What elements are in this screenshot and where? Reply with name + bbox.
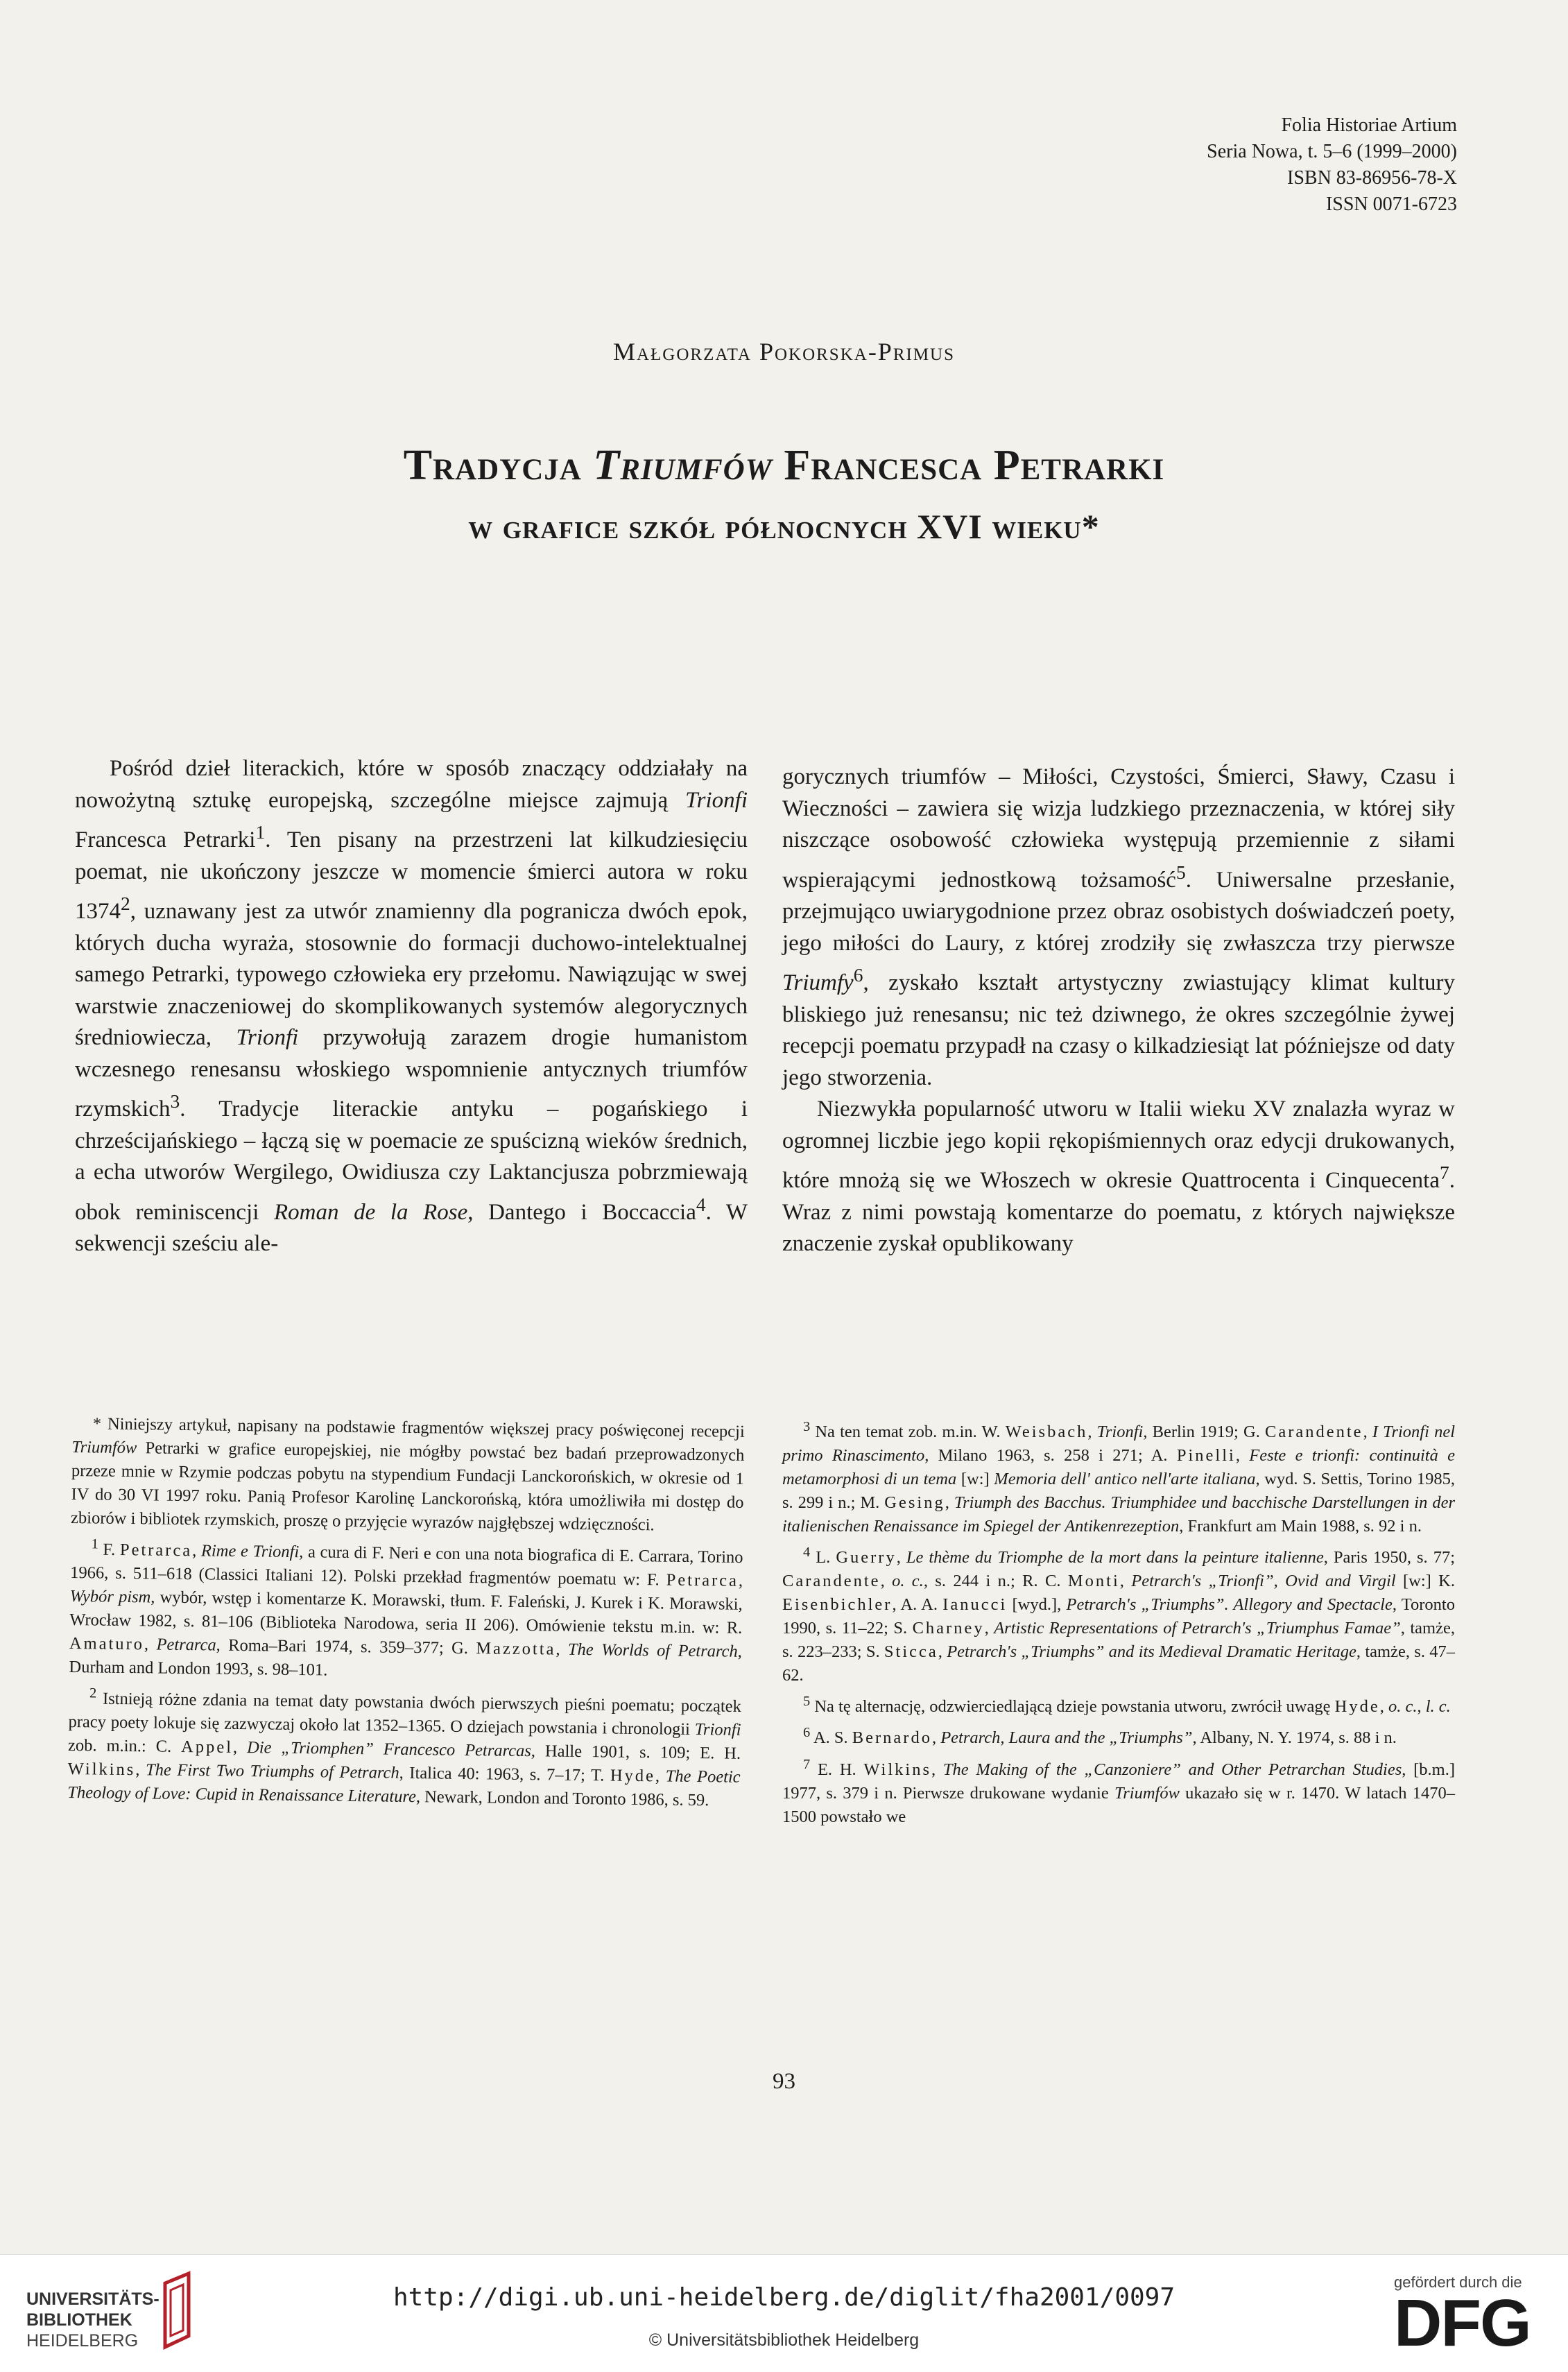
- text-run: ,: [1363, 1423, 1372, 1442]
- italic-run: Trionfi: [694, 1720, 741, 1740]
- footnote-number: 4: [803, 1545, 811, 1561]
- footnote-number: 7: [803, 1756, 811, 1772]
- text-run: , Newark, London and Toronto 1986, s. 59.: [415, 1787, 709, 1810]
- footnote-ref: 6: [853, 964, 863, 986]
- text-run: , wyd. S. Settis, Torino 1985, s. 299 i n.; M.: [782, 1470, 1455, 1513]
- text-run: ,: [931, 1728, 941, 1748]
- author-surname: Carandente: [782, 1572, 881, 1591]
- text-run: , Durham and London 1993, s. 98–101.: [69, 1642, 743, 1680]
- copyright-notice: © Universitätsbibliothek Heidelberg: [648, 2330, 920, 2350]
- footnote: [71, 1412, 745, 1538]
- footnote-number: 2: [89, 1685, 97, 1701]
- text-run: ,: [938, 1642, 947, 1662]
- text-run: , Toronto 1990, s. 11–22; S.: [782, 1595, 1455, 1638]
- text-run: [w:] K.: [1395, 1572, 1455, 1591]
- text-run: , Albany, N. Y. 1974, s. 88 i n.: [1192, 1728, 1397, 1748]
- journal-name: Folia Historiae Artium: [1281, 114, 1457, 136]
- article-subtitle: w grafice szkół północnych XVI wieku*: [468, 507, 1100, 546]
- italic-run: Feste e trionfi: continuità e metamorphosi di un tema: [782, 1446, 1456, 1489]
- footnote-ref: 4: [696, 1193, 706, 1215]
- author-surname: Ianucci: [942, 1595, 1008, 1615]
- text-run: , a cura di F. Neri e con una nota biografica di E. Carrara, Torino 1966, s. 511–618 (Classici Italiani 12). Polski przekład fragmentów poematu w: F.: [70, 1542, 743, 1590]
- text-run: ,: [984, 1619, 994, 1638]
- footnote-ref: 5: [1175, 861, 1186, 883]
- italic-run: Trionfi: [685, 787, 748, 813]
- text-run: Petrarki w grafice europejskiej, nie mógłby powstać bez badań przeprowadzonych przeze mnie w Rzymie podczas pobytu na stypendium Fundacji Lanckorońskich, w okresie od 1 IV do 30 VI 1997 roku. Panią Profesor Karolinę Lanckorońską, która umożliwiła mi dostęp do zbiorów i bibliotek rzymskich, proszę o przyjęcie wyrazów najgłębszej wdzięczności.: [70, 1438, 745, 1535]
- text-run: A. S.: [810, 1728, 852, 1748]
- title-part: Francesca Petrarki: [772, 442, 1165, 489]
- italic-run: Trionfi: [1096, 1423, 1144, 1442]
- italic-run: Petrarch, Laura and the „Triumphs”: [940, 1728, 1193, 1748]
- text-run: . Uniwersalne przesłanie, przejmująco uwiarygodnione przez obraz osobistych doświadczeń poety, jego miłości do Laury, z której zrodziły się zwłaszcza trzy pierwsze: [782, 867, 1455, 956]
- page-number: 93: [773, 2069, 795, 2094]
- footnote-number: 3: [803, 1419, 811, 1434]
- italic-run: Rime e Trionfi: [200, 1541, 300, 1562]
- italic-run: Die „Triomphen” Francesco Petrarcas: [246, 1738, 532, 1761]
- text-run: , Roma–Bari 1974, s. 359–377; G.: [216, 1635, 476, 1658]
- footnote: [782, 1540, 1455, 1687]
- italic-run: Le thème du Triomphe de la mort dans la peinture italienne: [906, 1548, 1324, 1567]
- author-surname: Carandente: [1265, 1423, 1363, 1442]
- text-run: ,: [232, 1738, 248, 1757]
- author-surname: Bernardo: [852, 1728, 932, 1748]
- paragraph: [782, 762, 1455, 1094]
- footnote: [782, 1753, 1455, 1829]
- author-surname: Hyde: [610, 1766, 656, 1786]
- text-run: Na ten temat zob. m.in. W.: [810, 1423, 1006, 1442]
- text-run: , A. A.: [892, 1595, 943, 1615]
- permalink-url[interactable]: http://digi.ub.uni-heidelberg.de/diglit/fha2001/0097: [393, 2283, 1175, 2312]
- footnote: [67, 1681, 741, 1813]
- footnote-ref: 1: [255, 821, 266, 843]
- text-run: ,: [555, 1640, 569, 1659]
- text-run: ,: [1417, 1697, 1426, 1717]
- journal-series: Seria Nowa, t. 5–6 (1999–2000): [1207, 141, 1457, 162]
- footnote: [782, 1415, 1455, 1538]
- italic-run: Petrarch's „Trionfi”, Ovid and Virgil: [1131, 1572, 1396, 1591]
- text-run: , Milano 1963, s. 258 i 271; A.: [924, 1446, 1177, 1466]
- text-run: ,: [738, 1571, 743, 1590]
- italic-run: Petrarch's „Triumphs”. Allegory and Spectacle: [1066, 1595, 1393, 1615]
- footnote-number: 6: [803, 1725, 811, 1741]
- text-run: ,: [144, 1635, 157, 1654]
- text-run: , Paris 1950, s. 77;: [1323, 1548, 1455, 1567]
- author-surname: Petrarca: [666, 1570, 739, 1590]
- italic-run: Memoria dell' antico nell'arte italiana: [994, 1470, 1256, 1489]
- text-run: , [b.m.] 1977, s. 379 i n. Pierwsze drukowane wydanie: [782, 1760, 1456, 1803]
- text-run: ukazało się w r. 1470. W latach 1470–1500 powstało we: [782, 1783, 1455, 1826]
- footnote-ref: 3: [170, 1090, 180, 1112]
- author-surname: Wilkins: [67, 1760, 136, 1780]
- text-run: [w:]: [956, 1470, 994, 1489]
- sponsor-label: gefördert durch die: [1394, 2274, 1522, 2291]
- italic-run: Artistic Representations of Petrarch's „Triumphus Famae”: [994, 1619, 1401, 1638]
- italic-run: The Worlds of Petrarch: [567, 1640, 738, 1661]
- italic-run: Wybór pism: [69, 1587, 151, 1607]
- library-name-line: UNIVERSITÄTS-: [26, 2289, 160, 2309]
- text-run: , Halle 1901, s. 109; E. H.: [531, 1742, 741, 1764]
- text-run: ,: [1119, 1572, 1132, 1591]
- footer-bar: [0, 2254, 1568, 2372]
- italic-run: Triumfy: [782, 970, 854, 995]
- isbn: ISBN 83-86956-78-X: [1287, 167, 1457, 189]
- author-surname: Sticca: [884, 1642, 938, 1662]
- text-run: ,: [880, 1572, 893, 1591]
- text-run: ,: [192, 1541, 202, 1561]
- body-column-left: [75, 753, 748, 1260]
- text-run: ,: [931, 1760, 943, 1779]
- author-surname: Charney: [912, 1619, 985, 1638]
- dfg-logo[interactable]: DFG: [1394, 2286, 1531, 2360]
- text-run: gorycznych triumfów – Miłości, Czystości, Śmierci, Sławy, Czasu i Wieczności – zawiera się wizja ludzkiego przeznaczenia, w której siły niszczące osobowość człowieka występują przemiennie z siłami wspierającymi jednostkową tożsamość: [782, 764, 1455, 893]
- text-run: . W sekwencji sześciu ale-: [75, 1199, 748, 1256]
- text-run: ,: [1087, 1423, 1097, 1442]
- author-surname: Wilkins: [863, 1760, 932, 1779]
- italic-run: The Making of the „Canzoniere” and Other Petrarchan Studies: [942, 1760, 1402, 1779]
- author-surname: Appel: [180, 1737, 234, 1757]
- italic-run: o. c.: [892, 1572, 924, 1591]
- text-run: przywołują zarazem drogie humanistom wczesnego renesansu włoskiego wspomnienie antycznych triumfów rzymskich: [75, 1025, 748, 1121]
- italic-run: Trionfi: [236, 1025, 299, 1050]
- footnote-number: 1: [91, 1536, 99, 1552]
- author-surname: Petrarca: [119, 1540, 193, 1561]
- text-run: Niezwykła popularność utworu w Italii wieku XV znalazła wyraz w ogromnej liczbie jego kopii rękopiśmiennych oraz edycji drukowanych, które mnożą się we Włoszech w okresie Quattrocenta i Cinquecenta: [782, 1097, 1455, 1193]
- text-run: . Ten pisany na przestrzeni lat kilkudziesięciu poemat, nie ukończony jeszcze w momencie śmierci autora w roku 1374: [75, 827, 748, 924]
- footnote-ref: 7: [1440, 1162, 1449, 1183]
- italic-run: Roman de la Rose: [273, 1199, 468, 1225]
- library-name-line: BIBLIOTHEK: [26, 2310, 132, 2330]
- text-run: Na tę alternację, odzwierciedlającą dzieje powstania utworu, zwrócił uwagę: [810, 1697, 1335, 1717]
- text-run: ,: [655, 1767, 666, 1786]
- text-run: , Frankfurt am Main 1988, s. 92 i n.: [1179, 1517, 1422, 1536]
- italic-run: l. c.: [1425, 1697, 1451, 1717]
- italic-run: Petrarca: [156, 1635, 216, 1655]
- library-name-line: HEIDELBERG: [26, 2331, 139, 2350]
- text-run: ,: [135, 1760, 146, 1780]
- footnote: [69, 1532, 743, 1687]
- title-italic: Triumfów: [593, 442, 773, 489]
- text-run: ,: [896, 1548, 906, 1567]
- text-run: F.: [98, 1540, 121, 1560]
- author-surname: Guerry: [836, 1548, 897, 1567]
- footnotes-left: [67, 1412, 745, 1815]
- italic-run: o. c.: [1388, 1697, 1418, 1717]
- text-run: Istnieją różne zdania na temat daty powstania dwóch pierwszych pieśni poematu; początek pracy poety lokuje się zazwyczaj około lat 1352–1365. O dziejach powstania i chronologii: [68, 1689, 742, 1739]
- author-surname: Eisenbichler: [782, 1595, 893, 1615]
- italic-run: Petrarch's „Triumphs” and its Medieval Dramatic Heritage: [947, 1642, 1356, 1662]
- italic-run: Triumfów: [1114, 1783, 1180, 1803]
- text-run: , Italica 40: 1963, s. 7–17; T.: [399, 1764, 611, 1785]
- title-part: Tradycja: [403, 442, 594, 489]
- text-run: Francesca Petrarki: [75, 827, 256, 852]
- text-run: , Berlin 1919; G.: [1143, 1423, 1265, 1442]
- journal-metadata: [1207, 112, 1457, 218]
- text-run: , zyskało kształt artystyczny zwiastujący klimat kultury bliskiego już renesansu; nic też dziwnego, że okres szczególnie żywej recepcji poematu przypadł na czasy o kilkadziesiąt lat późniejsze od daty jego stworzenia.: [782, 970, 1455, 1090]
- footnote: [782, 1721, 1455, 1750]
- author-surname: Weisbach: [1005, 1423, 1088, 1442]
- author-surname: Hyde: [1334, 1697, 1380, 1717]
- footnote-number: 5: [803, 1694, 811, 1710]
- author-name: Małgorzata Pokorska-Primus: [612, 338, 956, 366]
- text-run: , wybór, wstęp i komentarze K. Morawski, tłum. F. Faleński, J. Kurek i K. Morawski, Wrocław 1982, s. 81–106 (Biblioteka Narodowa, seria II 206). Omówienie tekstu m.in. w: R.: [69, 1588, 743, 1638]
- footnote: [782, 1690, 1455, 1719]
- italic-run: The First Two Triumphs of Petrarch: [145, 1760, 399, 1783]
- text-run: , s. 244 i n.; R. C.: [923, 1572, 1068, 1591]
- paragraph: [782, 1094, 1455, 1260]
- italic-run: The Poetic Theology of Love: Cupid in Renaissance Literature: [67, 1767, 741, 1807]
- footnote-ref: 2: [121, 893, 130, 914]
- italic-run: Triumfów: [71, 1437, 137, 1458]
- text-run: ,: [945, 1493, 954, 1513]
- article-title: [0, 441, 1568, 490]
- issn: ISSN 0071-6723: [1325, 194, 1457, 215]
- text-run: , tamże, s. 47–62.: [782, 1642, 1455, 1685]
- text-run: [wyd.],: [1007, 1595, 1067, 1615]
- text-run: , uznawany jest za utwór znamienny dla pogranicza dwóch epok, których ducha wyraża, stosownie do formacji duchowo-intelektualnej samego Petrarki, typowego człowieka ery przełomu. Nawiązując w swej warstwie znaczeniowej do skomplikowanych systemów alegorycznych średniowiecza,: [75, 899, 748, 1050]
- text-run: E. H.: [810, 1760, 864, 1779]
- text-run: zob. m.in.: C.: [67, 1736, 182, 1757]
- paragraph: [75, 753, 748, 1260]
- text-run: ,: [1235, 1446, 1250, 1466]
- footnotes-right: [782, 1415, 1455, 1831]
- text-run: * Niniejszy artykuł, napisany na podstawie fragmentów większej pracy poświęconej recepcji: [92, 1414, 745, 1441]
- body-column-right: [782, 762, 1455, 1260]
- text-run: L.: [810, 1548, 836, 1567]
- text-run: , tamże, s. 223–233; S.: [782, 1619, 1455, 1662]
- text-run: , Dantego i Boccaccia: [467, 1199, 696, 1225]
- author-surname: Mazzotta: [476, 1639, 556, 1659]
- author-surname: Gesing: [884, 1493, 945, 1513]
- author-surname: Amaturo: [69, 1634, 145, 1654]
- author-surname: Monti: [1067, 1572, 1120, 1591]
- text-run: ,: [1379, 1697, 1388, 1717]
- text-run: . Tradycje literackie antyku – pogańskiego i chrześcijańskiego – łączą się w poemacie ze spuścizną wieków średnich, a echa utworów Wergilego, Owidiusza czy Laktancjusza pobrzmiewają obok reminiscencji: [75, 1097, 748, 1225]
- italic-run: I Trionfi nel primo Rinascimento: [782, 1423, 1456, 1466]
- text-run: . Wraz z nimi powstają komentarze do poematu, z których największe znaczenie zyskał opublikowany: [782, 1168, 1455, 1256]
- author-surname: Pinelli: [1176, 1446, 1236, 1466]
- text-run: Pośród dzieł literackich, które w sposób znaczący oddziałały na nowożytną sztukę europejską, szczególne miejsce zajmują: [75, 756, 748, 813]
- italic-run: Triumph des Bacchus. Triumphidee und bacchische Darstellungen in der italienischen Renaissance im Spiegel der Antikenrezeption: [782, 1493, 1455, 1536]
